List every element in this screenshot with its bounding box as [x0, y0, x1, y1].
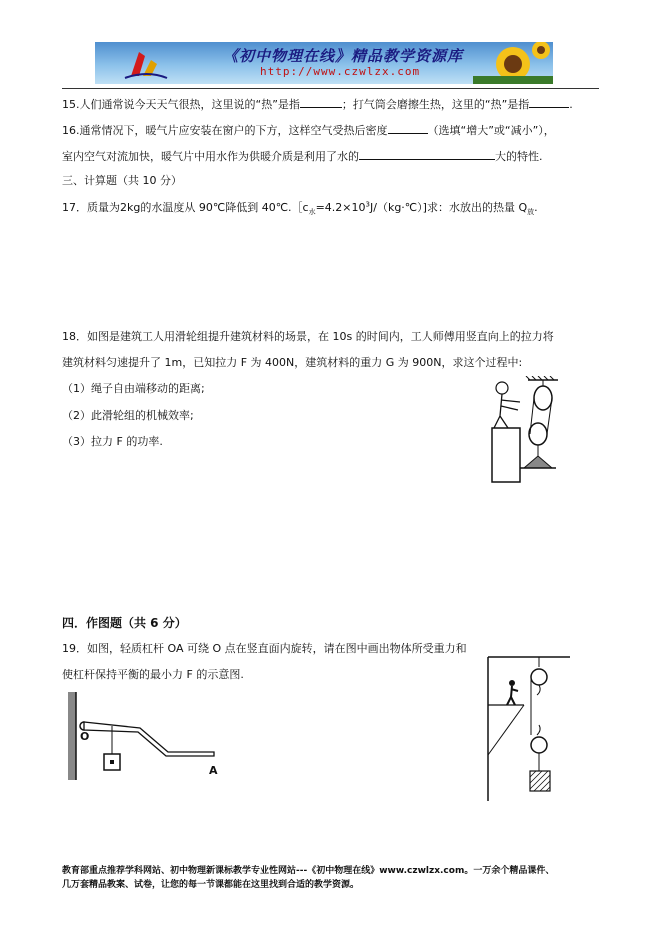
q16-text-4: 大的特性. [495, 150, 543, 163]
footer-line-2: 几万套精品教案、试卷，让您的每一节课都能在这里找到合适的教学资源。 [62, 880, 360, 890]
banner-url: http://www.czwlzx.com [260, 65, 421, 78]
question-18-line-1: 18．如图是建筑工人用滑轮组提升建筑材料的场景，在 10s 的时间内，工人师傅用竖直向上的拉力将 [62, 330, 554, 343]
q16-text-1: 16.通常情况下，暖气片应安装在窗户的下方，这样空气受热后密度 [62, 124, 388, 137]
q17-text-2: =4.2×10 [315, 201, 366, 214]
question-19-line-1: 19．如图，轻质杠杆 OA 可绕 O 点在竖直面内旋转，请在图中画出物体所受重力和 [62, 642, 467, 655]
q15-text-3: . [569, 98, 573, 111]
q16-blank-1[interactable] [388, 123, 428, 134]
banner-title: 《初中物理在线》精品教学资源库 [223, 47, 464, 65]
q16-text-3: 室内空气对流加快，暖气片中用水作为供暖介质是利用了水的 [62, 150, 359, 163]
question-17 [62, 199, 538, 217]
question-18-sub-3: （3）拉力 F 的功率. [62, 435, 163, 448]
lever-label-a: A [209, 764, 218, 777]
q17-sub-water: 水 [308, 208, 316, 217]
question-19-line-2: 使杠杆保持平衡的最小力 F 的示意图. [62, 668, 244, 681]
question-16-line-2 [62, 148, 543, 164]
q17-text-4: . [534, 201, 538, 214]
footer-line-1: 教育部重点推荐学科网站、初中物理新课标教学专业性网站---《初中物理在线》www.czwlzx.com。一万余个精品课件、 [62, 866, 555, 876]
lever-label-o: O [80, 730, 90, 743]
q17-sub-release: 放 [527, 208, 535, 217]
question-18-sub-1: （1）绳子自由端移动的距离; [62, 382, 205, 395]
site-logo-icon [117, 42, 177, 84]
q15-text-1: 15.人们通常说今天天气很热，这里说的“热”是指 [62, 98, 300, 111]
q15-text-2: ；打气筒会磨擦生热，这里的“热”是指 [341, 98, 530, 111]
section-3-heading: 三、计算题（共 10 分） [62, 174, 182, 187]
question-16-line-1 [62, 122, 555, 138]
header-banner [95, 42, 553, 84]
crane-pulley-figure [484, 655, 574, 803]
question-18-sub-2: （2）此滑轮组的机械效率; [62, 409, 194, 422]
q16-blank-2[interactable] [359, 149, 495, 160]
sunflower-icon [473, 42, 553, 84]
question-18-line-2: 建筑材料匀速提升了 1m，已知拉力 F 为 400N，建筑材料的重力 G 为 900N，求这个过程中: [62, 356, 523, 369]
q17-text-1: 17．质量为2kg的水温度从 90℃降低到 40℃.［c [62, 201, 309, 214]
q17-sup: 3 [365, 200, 370, 209]
question-15 [62, 96, 573, 112]
q17-text-3: J/（kg·℃）]求：水放出的热量 Q [370, 201, 528, 214]
header-rule [62, 88, 599, 89]
q15-blank-1[interactable] [300, 97, 342, 108]
q15-blank-2[interactable] [529, 97, 569, 108]
q16-text-2: （选填“增大”或“减小”）， [427, 124, 555, 137]
section-4-heading: 四．作图题（共 6 分） [62, 616, 187, 630]
pulley-worker-figure [480, 376, 560, 486]
